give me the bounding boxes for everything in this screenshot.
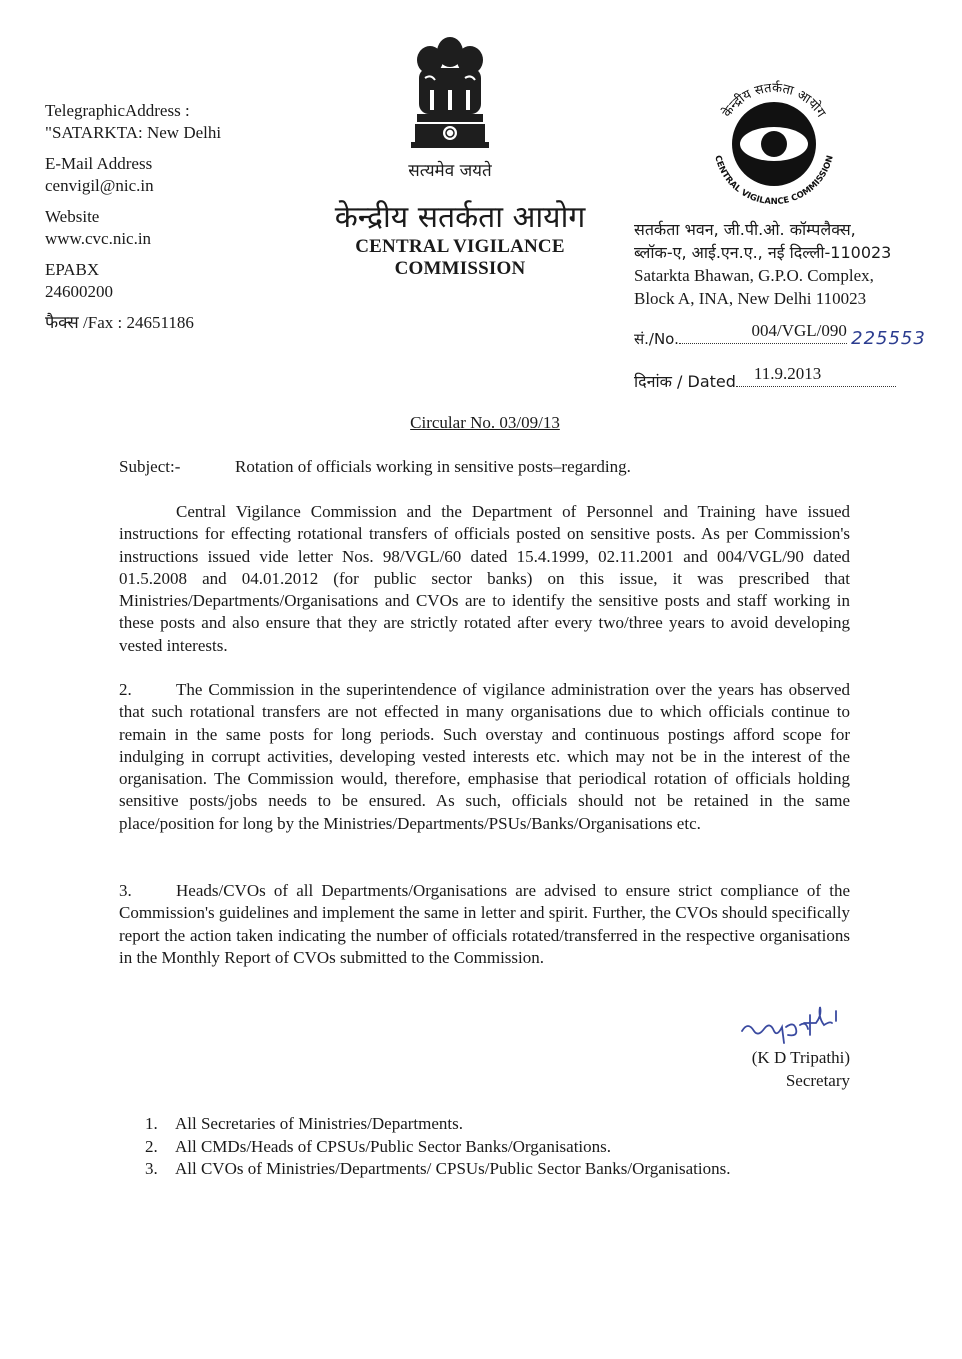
date-line: [634, 364, 954, 392]
handwritten-signature: [730, 1005, 890, 1049]
list-item: 1. All Secretaries of Ministries/Departments.: [145, 1114, 463, 1133]
reference-number-line: [634, 321, 954, 349]
telegraphic-label: TelegraphicAddress :: [45, 101, 190, 120]
org-name-english: CENTRAL VIGILANCE COMMISSION: [355, 236, 565, 279]
fax-line: फैक्स /Fax : 24651186: [45, 313, 194, 332]
email-label: E-Mail Address: [45, 154, 153, 173]
signatory-designation: Secretary: [785, 1071, 850, 1090]
paragraph-3-text: Heads/CVOs of all Departments/Organisations are advised to ensure strict compliance of the Commission's guidelines and implement the same in letter and spirit. Further, the CVOs should specifically report the action taken indicating the number of officials rotated/transferred in the respective organisations in the Monthly Report of CVOs submitted to the Commission.: [119, 881, 850, 967]
website-label: Website: [45, 207, 100, 226]
signatory: [700, 1046, 850, 1092]
date-label: दिनांक / Dated: [634, 372, 736, 391]
paragraph-3-number: 3.: [119, 881, 132, 900]
epabx-label: EPABX: [45, 260, 100, 279]
cvc-logo: [700, 70, 848, 218]
national-emblem-icon: [405, 30, 495, 160]
address-english-line-2: Block A, INA, New Delhi 110023: [634, 289, 867, 308]
emblem-motto: सत्यमेव जयते: [408, 161, 492, 181]
list-item: 2. All CMDs/Heads of CPSUs/Public Sector Banks/Organisations.: [145, 1136, 612, 1156]
telegraphic-value: "SATARKTA: New Delhi: [45, 123, 222, 142]
signatory-name: (K D Tripathi): [751, 1048, 850, 1067]
paragraph-1: [119, 501, 850, 657]
address-english-line-1: Satarkta Bhawan, G.P.O. Complex,: [634, 266, 874, 285]
office-address: [634, 218, 954, 310]
address-hindi-line-2: ब्लॉक-ए, आई.एन.ए., नई दिल्ली-110023: [634, 243, 892, 262]
subject-line: [119, 457, 859, 477]
no-handwritten: 225553: [851, 328, 926, 349]
logo-text-english: CENTRAL VIGILANCE COMMISSION: [712, 154, 836, 208]
website-value: www.cvc.nic.in: [45, 229, 152, 248]
no-label: सं./No.: [634, 330, 679, 348]
paragraph-2-text: The Commission in the superintendence of vigilance administration over the years has observed that such rotational transfers are not effected in many organisations due to which officials continue to remain in the same posts for long periods. Such overstay and continuous postings afford scope for indulging in corrupt activities, developing vested interests etc. which may not be in the interest of the organisation. The Commission would, therefore, emphasise that periodical rotation of officials holding sensitive posts/jobs needs to be ensured. As such, officials should not be retained in the same place/position for long by the Ministries/Departments/PSUs/Banks/Organisations etc.: [119, 680, 850, 833]
logo-text-hindi: केन्द्रीय सतर्कता आयोग: [719, 80, 829, 121]
date-value: 11.9.2013: [753, 364, 822, 383]
epabx-value: 24600200: [45, 282, 113, 301]
email-value: cenvigil@nic.in: [45, 176, 154, 195]
distribution-list: [145, 1113, 865, 1181]
subject-label: Subject:-: [119, 457, 181, 476]
circular-title: Circular No. 03/09/13: [410, 413, 560, 432]
paragraph-2: [119, 679, 850, 835]
list-item: 3. All CVOs of Ministries/Departments/ CPSUs/Public Sector Banks/Organisations.: [145, 1159, 731, 1178]
address-hindi-line-1: सतर्कता भवन, जी.पी.ओ. कॉम्पलैक्स,: [634, 220, 856, 239]
paragraph-2-number: 2.: [119, 680, 132, 699]
org-name-hindi: केन्द्रीय सतर्कता आयोग: [334, 200, 586, 235]
subject-text: Rotation of officials working in sensitive posts–regarding.: [235, 457, 631, 476]
paragraph-3: [119, 880, 850, 969]
no-value: 004/VGL/090: [751, 321, 847, 340]
paragraph-1-text: Central Vigilance Commission and the Department of Personnel and Training have issued instructions for effecting rotational transfers of officials posted on sensitive posts. As per Commission's instructions issued vide letter Nos. 98/VGL/60 dated 15.4.1999, 02.11.2001 and 004/VGL/90 dated 01.5.2008 and 04.01.2012 (for public sector banks) on this issue, it was prescribed that Ministries/Departments/Organisations and CVOs are to identify the sensitive posts and staff working in these posts and also ensure that they are strictly rotated after every two/three years to avoid developing vested interests.: [119, 502, 850, 655]
contact-block: [45, 100, 275, 343]
